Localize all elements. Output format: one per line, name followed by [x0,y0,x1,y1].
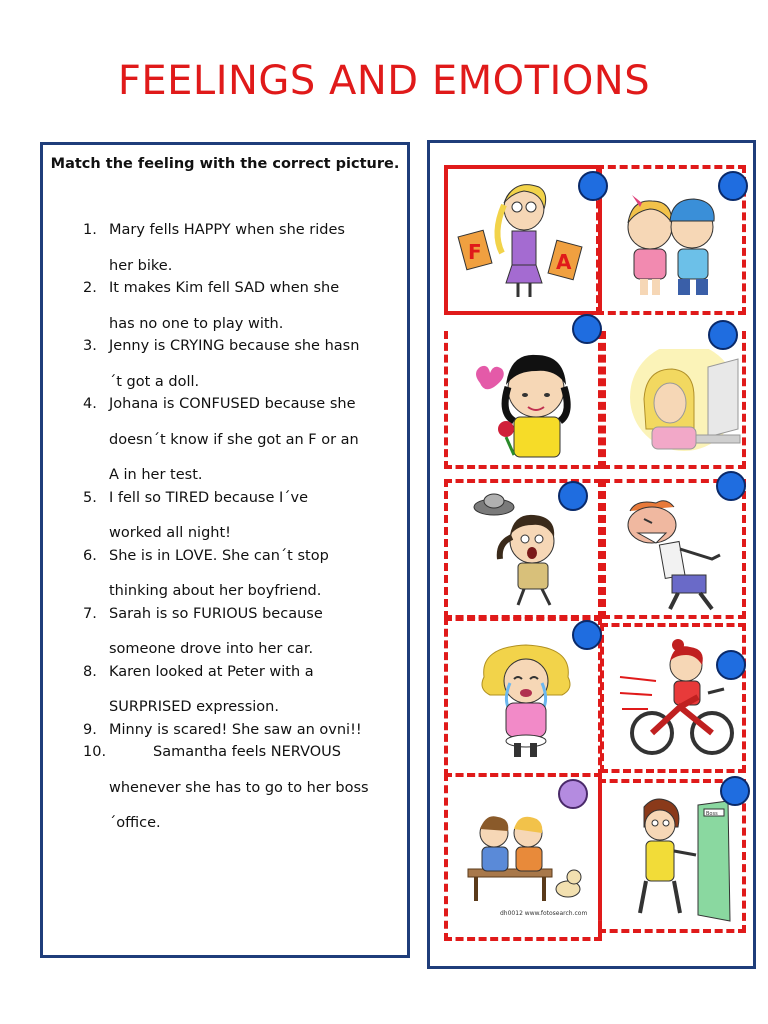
match-dot[interactable] [572,620,602,650]
match-dot[interactable] [572,314,602,344]
instruction-text: Match the feeling with the correct picture. [50,156,400,172]
match-dot[interactable] [558,779,588,809]
confused-girl-picture [454,173,590,303]
match-dot[interactable] [720,776,750,806]
love-girl-picture [470,343,590,461]
nervous-woman-door-picture [618,795,736,923]
match-dot[interactable] [708,320,738,350]
sentences-panel [40,142,410,958]
door-sign: Boss [706,811,718,817]
surprised-couple-picture [456,793,592,919]
pictures-panel [427,140,756,969]
sad-children-picture [612,187,732,302]
furious-man-picture [616,489,740,613]
page-title: FEELINGS AND EMOTIONS [117,58,651,104]
list-item: 10. Samantha feels NERVOUS whenever she has to go to her boss ´office. [83,744,369,831]
list-item: 6. She is in LOVE. She can´t stop thinking about her boyfriend. [83,547,329,599]
list-item: 5. I fell so TIRED because I´ve worked all night! [83,489,309,541]
match-dot[interactable] [578,171,608,201]
match-dot[interactable] [558,481,588,511]
picture-caption: dh0012 www.fotosearch.com [500,910,588,917]
svg-text:A: A [556,250,572,274]
list-item: 2. It makes Kim fell SAD when she has no one to play with. [83,280,340,332]
match-dot[interactable] [716,650,746,680]
list-item: 1. Mary fells HAPPY when she rides her bike. [83,222,345,274]
sentence-list [43,213,407,842]
tired-woman-computer-picture [626,349,746,453]
crying-girl-picture [470,637,586,761]
match-dot[interactable] [716,471,746,501]
list-item: 8. Karen looked at Peter with a SURPRISED expression. [83,663,314,715]
list-item: 9. Minny is scared! She saw an ovni!! [83,721,362,738]
svg-text:F: F [468,240,482,264]
list-item: 3. Jenny is CRYING because she hasn ´t got a doll. [83,338,360,390]
list-item: 7. Sarah is so FURIOUS because someone drove into her car. [83,605,323,657]
match-dot[interactable] [718,171,748,201]
list-item: 4. Johana is CONFUSED because she doesn´t know if she got an F or an A in her test. [83,396,359,483]
